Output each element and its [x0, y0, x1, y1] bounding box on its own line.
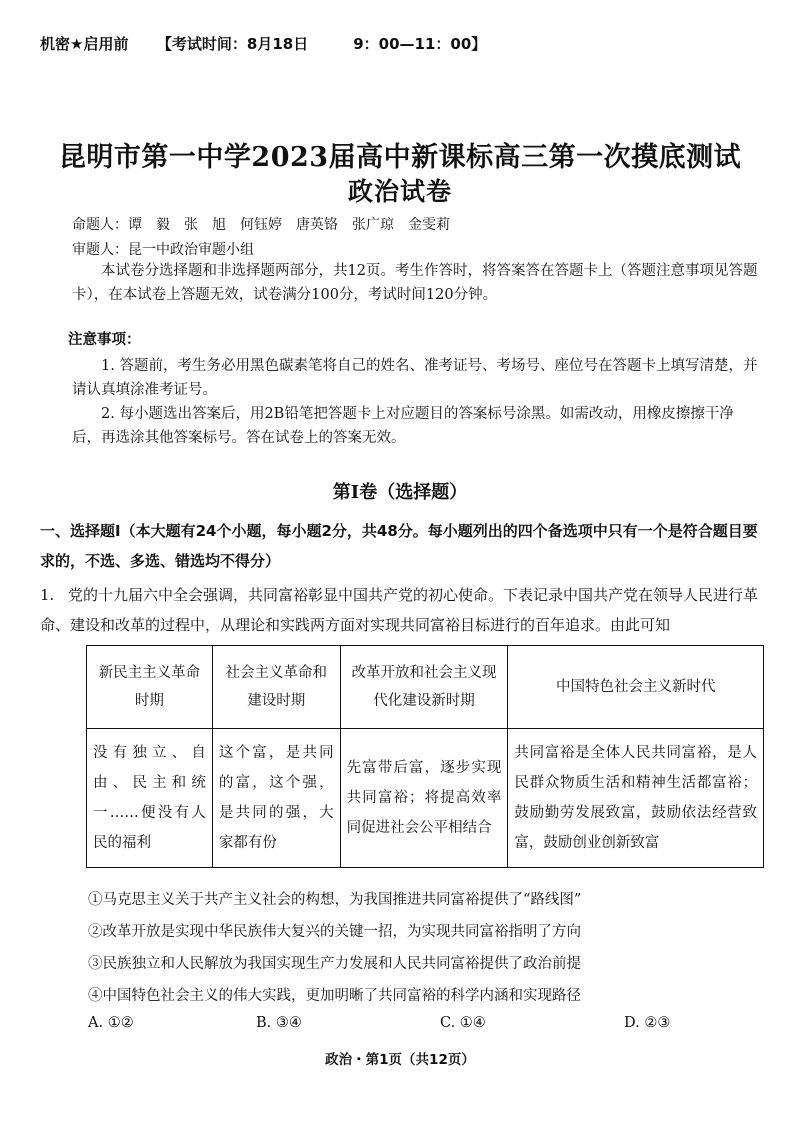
table-cell: 没有独立、自由、民主和统一……便没有人民的福利 — [87, 729, 213, 868]
table-header-cell: 改革开放和社会主义现代化建设新时期 — [340, 646, 508, 729]
exam-subject-title: 政治试卷 — [347, 177, 452, 206]
exam-title: 昆明市第一中学2023届高中新课标高三第一次摸底测试 — [58, 142, 742, 173]
reviewers-line: 审题人：昆一中政治审题小组 — [72, 242, 254, 258]
choice-b: B. ③④ — [256, 1015, 302, 1031]
choice-a: A. ①② — [88, 1015, 134, 1031]
section-title: 第Ⅰ卷（选择题） — [332, 482, 468, 503]
question-text: 党的十九届六中全会强调，共同富裕彰显中国共产党的初心使命。下表记录中国共产党在领导人民进行革命、建设和改革的过程中，从理论和实践两方面对实现共同富裕目标进行的百年追求。由此可知 — [40, 586, 759, 634]
table-cell: 共同富裕是全体人民共同富裕，是人民群众物质生活和精神生活都富裕；鼓励勤劳发展致富，鼓励依法经营致富，鼓励创业创新致富 — [508, 729, 764, 868]
history-table — [86, 645, 764, 868]
statement-2: ②改革开放是实现中华民族伟大复兴的关键一招，为实现共同富裕指明了方向 — [88, 924, 581, 940]
choice-d: D. ②③ — [624, 1015, 671, 1031]
notice-item: 1. 答题前，考生务必用黑色碳素笔将自己的姓名、准考证号、考场号、座位号在答题卡上填写清楚，并请认真填涂准考证号。 — [72, 358, 758, 398]
notice-item: 2. 每小题选出答案后，用2B铅笔把答题卡上对应题目的答案标号涂黑。如需改动，用橡皮擦擦干净后，再选涂其他答案标号。答在试卷上的答案无效。 — [72, 406, 734, 446]
question-stem — [40, 580, 770, 640]
choice-c: C. ①④ — [440, 1015, 486, 1031]
statement-3: ③民族独立和人民解放为我国实现生产力发展和人民共同富裕提供了政治前提 — [88, 956, 581, 972]
statement-4: ④中国特色社会主义的伟大实践，更加明晰了共同富裕的科学内涵和实现路径 — [88, 988, 581, 1004]
authors-line: 命题人：谭 毅 张 旭 何钰婷 唐英铬 张广琼 金雯莉 — [72, 217, 450, 233]
header-line — [40, 33, 486, 54]
statement-1: ①马克思主义关于共产主义社会的构想，为我国推进共同富裕提供了“路线图” — [88, 892, 582, 908]
table-header-cell: 中国特色社会主义新时代 — [508, 646, 764, 729]
page-footer: 政治・第1页（共12页） — [325, 1052, 475, 1068]
table-cell: 先富带后富，逐步实现共同富裕；将提高效率同促进社会公平相结合 — [340, 729, 508, 868]
question-number: 1. — [40, 586, 55, 604]
exam-time: 【考试时间：8月18日 9：00—11：00】 — [156, 35, 487, 53]
table-row — [87, 729, 764, 868]
table-cell: 这个富，是共同的富，这个强，是共同的强，大家都有份 — [212, 729, 340, 868]
notice-heading: 注意事项： — [68, 332, 141, 348]
table-header-cell: 社会主义革命和建设时期 — [212, 646, 340, 729]
intro-paragraph: 本试卷分选择题和非选择题两部分，共12页。考生作答时，将答案答在答题卡上（答题注意事项见答题卡），在本试卷上答题无效，试卷满分100分，考试时间120分钟。 — [72, 263, 758, 303]
table-header-cell: 新民主主义革命时期 — [87, 646, 213, 729]
part-instructions: 一、选择题Ⅰ（本大题有24个小题，每小题2分，共48分。每小题列出的四个备选项中只有一个是符合题目要求的，不选、多选、错选均不得分） — [40, 522, 758, 570]
secrecy-label: 机密★启用前 — [40, 35, 129, 53]
table-header-row — [87, 646, 764, 729]
